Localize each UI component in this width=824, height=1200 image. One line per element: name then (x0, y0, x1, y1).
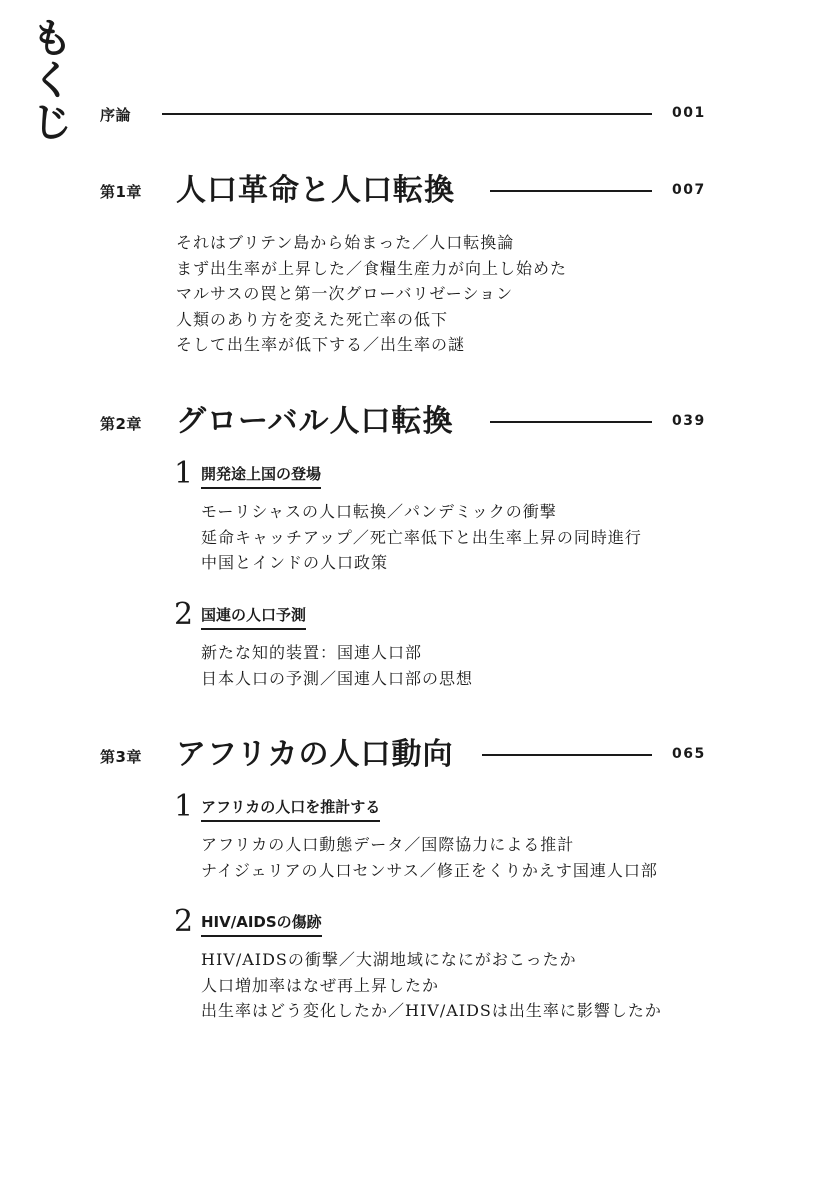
chapter-1-items (176, 230, 567, 358)
chapter-2-label[interactable]: 第2章 (100, 415, 142, 433)
chapter-3-label[interactable]: 第3章 (100, 748, 142, 766)
toc-title-char: じ (32, 100, 72, 146)
list-item: まず出生率が上昇した／食糧生産力が向上し始めた (176, 258, 568, 278)
list-item: それはブリテン島から始まった／人口転換論 (176, 233, 515, 252)
list-item: 延命キャッチアップ／死亡率低下と出生率上昇の同時進行 (201, 527, 642, 547)
section-3-2-number: 2 (174, 904, 194, 939)
list-item: モーリシャスの人口転換／パンデミックの衝撃 (201, 502, 557, 521)
list-item: 人類のあり方を変えた死亡率の低下 (176, 309, 449, 329)
chapter-1-leader-line (490, 190, 652, 192)
list-item: 新たな知的装置：国連人口部 (201, 643, 423, 662)
list-item: 日本人口の予測／国連人口部の思想 (201, 668, 474, 688)
chapter-3-page-number[interactable]: 065 (672, 746, 706, 762)
chapter-1-label[interactable]: 第1章 (100, 183, 142, 201)
section-3-1-number: 1 (174, 789, 194, 824)
chapter-1-page-number[interactable]: 007 (672, 182, 706, 198)
list-item: 人口増加率はなぜ再上昇したか (201, 975, 440, 995)
section-3-1-title[interactable]: アフリカの人口を推計する (201, 796, 380, 822)
section-2-1-number: 1 (174, 456, 194, 491)
section-3-1-items (201, 832, 658, 883)
chapter-2-leader-line (490, 421, 652, 423)
list-item: そして出生率が低下する／出生率の謎 (176, 335, 466, 354)
intro-label[interactable]: 序論 (100, 106, 132, 124)
chapter-1-title[interactable]: 人口革命と人口転換 (176, 173, 455, 208)
list-item: ナイジェリアの人口センサス／修正をくりかえす国連人口部 (201, 860, 658, 880)
section-2-2-items (201, 640, 473, 691)
chapter-2-title[interactable]: グローバル人口転換 (176, 404, 454, 439)
list-item: アフリカの人口動態データ／国際協力による推計 (201, 835, 575, 854)
section-2-2-title[interactable]: 国連の人口予測 (201, 604, 306, 630)
intro-page-number[interactable]: 001 (672, 105, 706, 121)
toc-title (30, 18, 74, 144)
list-item: 出生率はどう変化したか／HIV/AIDSは出生率に影響したか (201, 1001, 662, 1020)
toc-title-char: も (32, 16, 72, 62)
chapter-2-page-number[interactable]: 039 (672, 413, 706, 429)
list-item: マルサスの罠と第一次グローバリゼーション (176, 284, 514, 303)
section-2-1-title[interactable]: 開発途上国の登場 (201, 463, 321, 489)
chapter-3-title[interactable]: アフリカの人口動向 (176, 737, 454, 772)
intro-leader-line (162, 113, 652, 115)
section-2-1-items (201, 499, 642, 576)
section-2-2-number: 2 (174, 597, 194, 632)
list-item: HIV/AIDSの衝撃／大湖地域になにがおこったか (201, 950, 577, 969)
section-3-2-title[interactable]: HIV/AIDSの傷跡 (201, 911, 322, 937)
chapter-3-leader-line (482, 754, 652, 756)
section-3-2-items (201, 947, 662, 1024)
toc-title-char: く (32, 58, 72, 104)
list-item: 中国とインドの人口政策 (201, 553, 389, 572)
